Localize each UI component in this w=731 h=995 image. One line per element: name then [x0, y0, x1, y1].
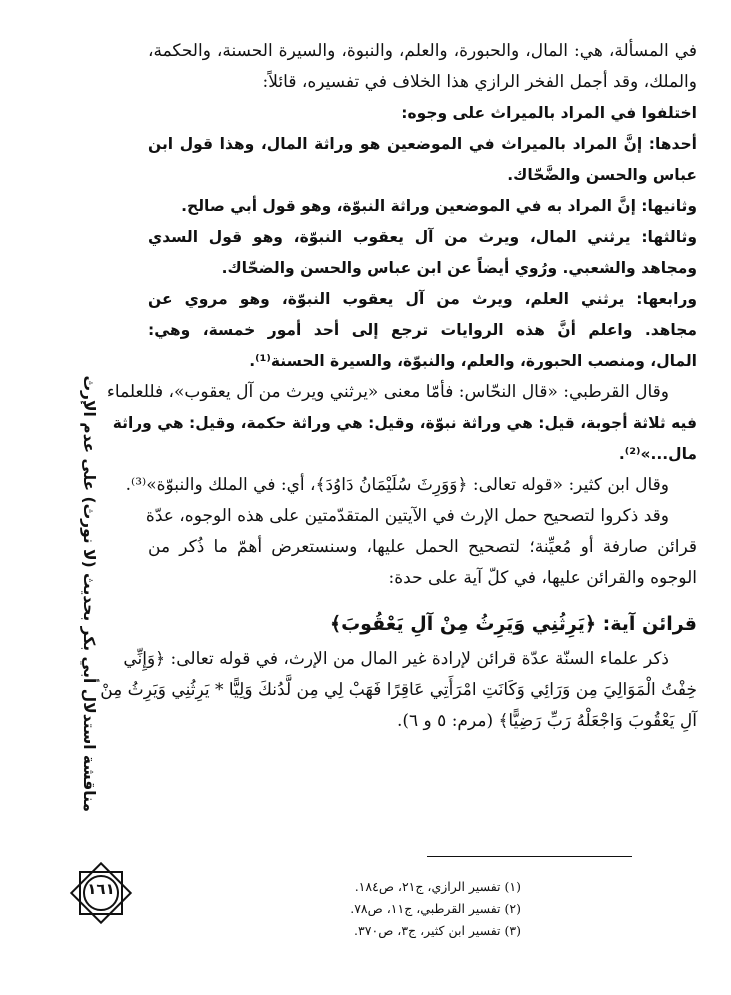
footnote: (٢) تفسير القرطبي، ج١١، ص٧٨. [350, 901, 521, 916]
text-line: ذكر علماء السنّة عدّة قرائن لإرادة غير المال من الإرث، في قوله تعالى: ﴿وَإِنِّي [123, 649, 669, 669]
running-title: مناقشة استدلال أبي بكر بحديث (لا نورث) على عدم الإرث [80, 375, 98, 812]
text-line: والملك، وقد أجمل الفخر الرازي هذا الخلاف في تفسيره، قائلاً: [262, 72, 697, 92]
footnote: (٣) تفسير ابن كثير، ج٣، ص٣٧٠. [354, 923, 521, 938]
text-line: أحدها: إنَّ المراد بالميراث في الموضعين هو وراثة المال، وهذا قول ابن [148, 135, 697, 153]
text-line: فيه ثلاثة أجوبة، قيل: هي وراثة نبوّة، وقيل: هي وراثة حكمة، وقيل: هي وراثة [112, 414, 697, 432]
text-line: في المسألة، هي: المال، والحبورة، والعلم، والنبوة، والسيرة الحسنة، والحكمة، [148, 41, 697, 61]
text-line: المال، ومنصب الحبورة، والعلم، والنبوّة، والسيرة الحسنة⁽¹⁾. [249, 352, 697, 370]
text-line: وثانيها: إنَّ المراد به في الموضعين وراثة النبوّة، وهو قول أبي صالح. [181, 197, 697, 215]
text-line: الوجوه والقرائن عليها، في كلّ آية على حدة: [388, 568, 697, 588]
section-paragraph [100, 644, 697, 737]
text-line: ومجاهد والشعبي. ورُوي أيضاً عن ابن عباس والحسن والضحّاك. [221, 259, 697, 277]
text-line: وقال ابن كثير: «قوله تعالى: ﴿وَوَرِثَ سُلَيْمَانُ دَاوُدَ﴾، أي: في الملك والنبوّة»⁽³⁾. [125, 475, 669, 495]
text-line: مجاهد. واعلم أنَّ هذه الروايات ترجع إلى أحد أمور خمسة، وهي: [148, 321, 697, 339]
text-line: خِفْتُ الْمَوَالِيَ مِن وَرَائِي وَكَانَتِ امْرَأَتِي عَاقِرًا فَهَبْ لِي مِن لَّدُنكَ وَلِيًّا * يَرِثُنِي وَيَرِثُ مِنْ [100, 680, 697, 700]
text-line: اختلفوا في المراد بالميراث على وجوه: [401, 104, 697, 122]
text-line: وقال القرطبي: «قال النحّاس: فأمّا معنى «يرثني ويرث من آل يعقوب»، فللعلماء [106, 382, 669, 402]
footnotes [300, 876, 521, 942]
body-paragraphs [106, 36, 697, 594]
text-line: وقد ذكروا لتصحيح حمل الإرث في الآيتين المتقدّمتين على هذه الوجوه، عدّة [145, 506, 669, 526]
main-text [100, 36, 697, 737]
text-line: ورابعها: يرثني العلم، ويرث من آل يعقوب النبوّة، وهو مروي عن [148, 290, 697, 308]
text-line: آلِ يَعْقُوبَ وَاجْعَلْهُ رَبِّ رَضِيًّا﴾ (مرم: ٥ و ٦). [396, 711, 697, 731]
page-number: ١٦١ [87, 880, 115, 898]
text-line: قرائن صارفة أو مُعيِّنة؛ لتصحيح الحمل عليها، وسنستعرض أهمّ ما ذُكر من [148, 537, 697, 557]
footnote: (١) تفسير الرازي، ج٢١، ص١٨٤. [354, 879, 521, 894]
section-heading: قرائن آية: ﴿يَرِثُنِي وَيَرِثُ مِنْ آلِ يَعْقُوبَ﴾ [329, 613, 697, 635]
footnote-separator [427, 856, 632, 857]
text-line: وثالثها: يرثني المال، ويرث من آل يعقوب النبوّة، وهو قول السدي [148, 228, 697, 246]
text-line: عباس والحسن والضَّحّاك. [507, 166, 697, 184]
text-line: مال...»⁽²⁾. [618, 445, 697, 463]
